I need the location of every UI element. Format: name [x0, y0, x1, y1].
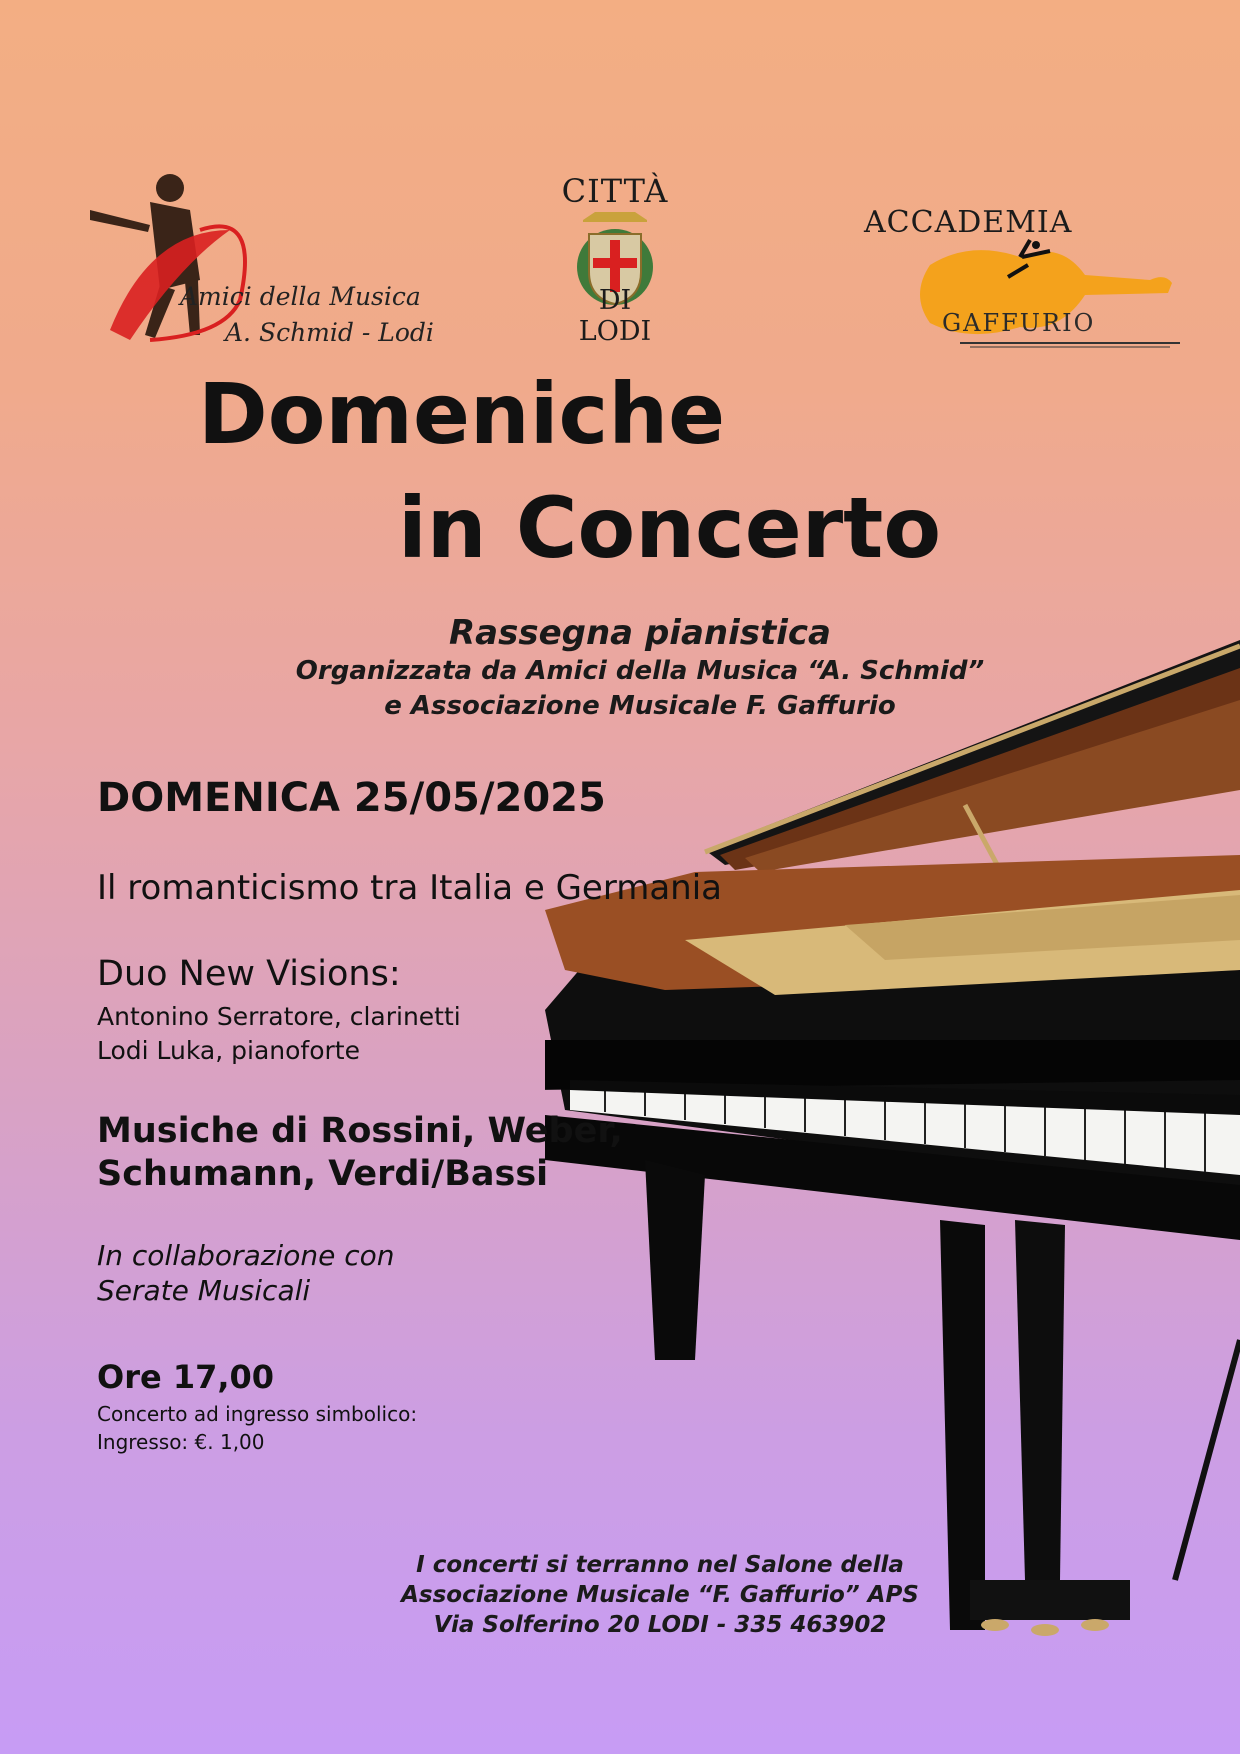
price-value: Ingresso: €. 1,00 — [97, 1430, 265, 1454]
price-info — [97, 1368, 417, 1456]
performer-2: Lodi Luka, pianoforte — [97, 1036, 360, 1065]
title-line1: Domeniche — [198, 365, 726, 463]
event-time: Ore 17,00 — [97, 1358, 275, 1396]
event-theme: Il romanticismo tra Italia e Germania — [97, 868, 723, 908]
gaffurio-logo-line2: GAFFURIO — [942, 309, 1096, 337]
citta-logo-line1: CITTÀ — [561, 172, 669, 210]
grand-piano-image — [545, 640, 1240, 1660]
venue-line3: Via Solferino 20 LODI - 335 463902 — [433, 1612, 887, 1638]
performers-list — [97, 1000, 461, 1068]
amici-logo-line2: A. Schmid - Lodi — [225, 318, 434, 347]
subtitle-line2: Organizzata da Amici della Musica “A. Schmid” — [295, 656, 985, 686]
collab-line2: Serate Musicali — [97, 1274, 311, 1307]
performer-1: Antonino Serratore, clarinetti — [97, 1002, 461, 1031]
citta-di-lodi-logo — [560, 172, 670, 347]
subtitle-block — [250, 612, 1030, 724]
program-music — [97, 1110, 623, 1196]
amici-della-musica-logo — [90, 170, 434, 350]
amici-logo-line1: Amici della Musica — [180, 282, 421, 311]
gaffurio-logo-line1: ACCADEMIA — [864, 205, 1073, 240]
music-line2: Schumann, Verdi/Bassi — [97, 1154, 549, 1194]
subtitle-line1: Rassegna pianistica — [448, 613, 832, 653]
ensemble-name: Duo New Visions: — [97, 954, 401, 994]
venue-info — [380, 1550, 940, 1640]
venue-line2: Associazione Musicale “F. Gaffurio” APS — [401, 1582, 919, 1608]
event-date: DOMENICA 25/05/2025 — [97, 775, 606, 821]
music-line1: Musiche di Rossini, Weber, — [97, 1111, 623, 1151]
subtitle-line3: e Associazione Musicale F. Gaffurio — [384, 691, 896, 721]
title-line2: in Concerto — [398, 479, 942, 577]
citta-logo-line2: DI LODI — [578, 285, 652, 347]
collaboration-note — [97, 1238, 394, 1308]
price-note: Concerto ad ingresso simbolico: — [97, 1402, 418, 1426]
venue-line1: I concerti si terranno nel Salone della — [416, 1552, 904, 1578]
collab-line1: In collaborazione con — [97, 1239, 395, 1272]
accademia-gaffurio-logo — [860, 205, 1180, 355]
